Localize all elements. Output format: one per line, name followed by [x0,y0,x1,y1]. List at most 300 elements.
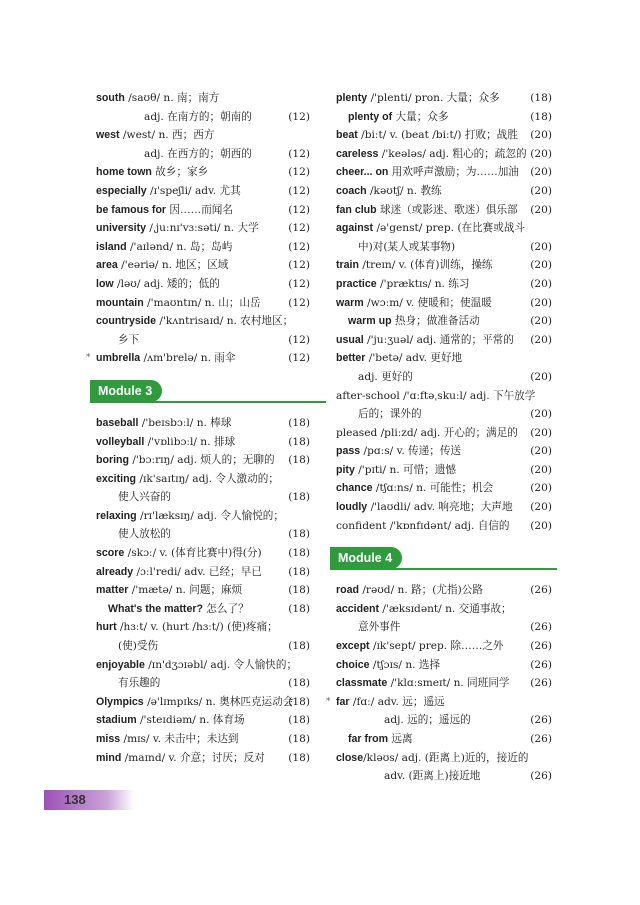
definition: 使人兴奋的 [118,491,171,504]
vocab-entry [336,89,552,108]
headword: close [336,751,364,764]
headword: Olympics [96,695,144,708]
entry-text [96,507,284,526]
definition: 意外事件 [358,621,401,634]
vocab-entry [336,145,552,164]
vocab-entry [96,312,318,331]
entry-text [336,693,445,712]
vocab-entry [96,674,318,693]
vocab-entry [336,126,552,145]
headword: countryside [96,315,157,328]
definition: /'aɪlənd/ n. 岛；岛屿 [126,240,233,253]
right-bottom-list [326,581,552,786]
module-ref: (20) [530,296,552,309]
entry-text [336,674,510,693]
definition: /maɪnd/ v. 介意；讨厌；反对 [121,751,265,764]
vocab-entry [336,331,552,350]
module-ref: (12) [288,222,310,235]
module-ref: (26) [530,584,552,597]
entry-text [336,349,462,368]
headword: warm up [348,315,392,328]
vocab-entry [96,749,318,768]
headword: What's the matter? [108,602,203,615]
vocab-entry [336,517,552,536]
headword: far [336,695,350,708]
definition: 后的；课外的 [358,408,422,421]
entry-text [96,182,241,201]
right-top-list [336,89,552,535]
module-4-rule [330,568,557,570]
vocab-entry [96,544,318,563]
headword: better [336,352,366,365]
module-ref: (12) [288,147,310,160]
vocab-entry [96,219,318,238]
headword: miss [96,733,121,745]
entry-text [96,414,231,433]
module-ref: (20) [530,147,552,160]
vocab-entry [96,600,318,619]
entry-text [96,693,294,712]
vocab-entry [96,488,318,507]
definition: /'maʊntɪn/ n. 山；山岳 [143,296,261,309]
left-bottom-list [96,414,318,767]
entry-text [336,201,518,220]
headword: matter [96,584,129,597]
definition: /tʃɑːns/ n. 可能性；机会 [372,482,494,495]
definition: /'beɪsbɔːl/ n. 棒球 [138,416,232,429]
module-ref: (12) [288,259,310,272]
definition: adj. 更好的 [358,370,413,383]
entry-text [96,749,265,768]
vocab-entry [96,711,318,730]
headword: warm [336,296,364,309]
vocab-entry [96,451,318,470]
entry-text [96,581,242,600]
definition: 中)对(某人或某事物) [358,240,456,253]
vocab-entry [336,349,549,368]
entry-text [336,656,440,675]
vocab-entry [336,275,552,294]
headword: island [96,240,127,253]
headword: usual [336,333,364,346]
vocab-entry [96,294,318,313]
headword: train [336,259,359,272]
vocab-entry [336,182,552,201]
entry-text [336,749,529,768]
entry-text [336,461,456,480]
module-ref: (18) [288,602,310,615]
vocab-entry [96,182,318,201]
headword: mind [96,751,122,764]
optional-word-marker: * [326,696,331,707]
module-ref: (12) [288,184,310,197]
definition: 大量；众多 [392,110,449,123]
page-number: 138 [64,792,86,807]
entry-text [336,442,461,461]
module-ref: (20) [530,259,552,272]
headword: mountain [96,296,144,309]
module-ref: (20) [530,501,552,514]
vocab-entry [336,749,549,768]
entry-text [336,600,512,619]
vocab-entry [336,461,552,480]
module-ref: (18) [288,751,310,764]
definition: /'juːʒuəl/ adj. 通常的；平常的 [363,333,514,346]
definition: 乡下 [118,333,140,346]
module-ref: (12) [288,240,310,253]
headword: score [96,547,125,560]
entry-text [96,618,278,637]
definition: /'vɒlibɔːl/ n. 排球 [144,435,236,448]
entry-text [96,294,261,313]
headword: careless [336,147,379,160]
entry-text [348,108,448,127]
definition: /wɔːm/ v. 使暖和；使温暖 [363,296,492,309]
optional-word-marker: * [86,353,91,364]
module-ref: (20) [530,203,552,216]
definition: /'mætə/ n. 问题；麻烦 [128,584,243,597]
definition: /biːt/ v. (beat /biːt/) 打败；战胜 [357,129,518,142]
definition: /'plenti/ pron. 大量；众多 [367,92,500,104]
definition: /ɪk'saɪtɪŋ/ adj. 令人激动的； [136,472,279,485]
entry-text [336,498,513,517]
entry-text [108,600,249,619]
entry-text [336,517,509,536]
vocab-entry [336,637,552,656]
module-ref: (12) [288,203,310,216]
headword: university [96,222,147,235]
entry-text [348,312,480,331]
entry-text [336,387,536,406]
headword: baseball [96,416,139,429]
module-ref: (18) [288,677,310,690]
definition: 热身；做准备活动 [391,315,480,328]
definition: /'præktɪs/ n. 练习 [376,277,470,290]
vocab-entry [336,479,552,498]
definition: after-school /'ɑːftəˌskuːl/ adj. 下午放学 [336,389,536,402]
headword: stadium [96,714,137,727]
definition: /kəʊtʃ/ n. 教练 [366,184,442,197]
vocab-entry [86,349,318,368]
module-ref: (18) [530,110,552,123]
headword: pass [336,445,361,458]
vocab-entry [96,618,318,637]
entry-text [96,433,235,452]
module-ref: (26) [530,714,552,727]
entry-text [96,163,208,182]
module-ref: (12) [288,277,310,290]
headword: classmate [336,677,388,690]
entry-text [96,89,219,108]
module-ref: (20) [530,277,552,290]
definition: /'betə/ adv. 更好地 [365,352,463,365]
right-column [326,89,552,786]
module-ref: (20) [530,463,552,476]
vocab-entry [96,145,318,164]
vocab-entry [336,201,552,220]
vocab-entry [96,89,318,108]
definition: /'steɪdiəm/ n. 体育场 [136,714,245,727]
entry-text [336,424,518,443]
entry-text [336,126,518,145]
vocab-entry [96,126,318,145]
module-ref: (26) [530,621,552,634]
vocab-entry [96,108,318,127]
definition: /'kʌntrisaɪd/ n. 农村地区； [156,315,294,328]
definition: adj. 远的；遥远的 [384,714,471,727]
vocab-entry [96,563,318,582]
module-ref: (18) [288,435,310,448]
headword: chance [336,482,373,495]
entry-text [118,331,139,350]
vocab-entry [96,581,318,600]
vocab-entry [336,767,552,786]
headword: south [96,92,125,104]
vocab-entry [336,387,549,406]
vocab-entry [336,405,552,424]
module-ref: (12) [288,352,310,365]
definition: /ɔːl'redi/ adv. 已经；早已 [133,565,262,578]
module-3-rule [90,401,326,403]
definition: /'pɪti/ n. 可惜；遗憾 [354,463,456,476]
module-ref: (26) [530,770,552,783]
module-ref: (26) [530,658,552,671]
entry-text [96,349,236,368]
vocab-entry [336,312,552,331]
entry-text [96,256,228,275]
entry-text [96,656,298,675]
entry-text [118,674,160,693]
definition: adv. (距离上)接近地 [384,770,481,783]
vocab-entry [336,163,552,182]
vocab-entry [96,637,318,656]
entry-text [358,405,422,424]
definition: /west/ n. 西；西方 [119,129,215,142]
entry-text [336,256,493,275]
entry-text [336,89,500,108]
vocab-entry [96,525,318,544]
module-ref: (18) [288,584,310,597]
module-ref: (20) [530,370,552,383]
definition: /ɪk'sept/ prep. 除……之外 [369,640,504,653]
vocab-entry [96,656,318,675]
vocab-entry [96,414,318,433]
definition: /pɑːs/ v. 传递；传送 [360,445,462,458]
entry-text [336,275,469,294]
headword: especially [96,184,147,197]
entry-text [118,525,171,544]
left-column [86,89,318,767]
definition: confident /'kɒnfɪdənt/ adj. 自信的 [336,519,510,532]
vocab-entry [96,275,318,294]
vocab-entry [326,693,549,712]
entry-text [118,637,158,656]
module-4-badge: Module 4 [330,547,402,569]
definition: 有乐趣的 [118,677,161,690]
headword: coach [336,184,367,197]
module-ref: (12) [288,110,310,123]
module-ref: (12) [288,296,310,309]
module-ref: (12) [288,166,310,179]
entry-text [96,238,232,257]
module-ref: (20) [530,408,552,421]
entry-text [96,312,294,331]
headword: hurt [96,621,117,634]
module-ref: (20) [530,482,552,495]
vocab-entry [96,238,318,257]
entry-text [96,544,262,563]
module-ref: (18) [288,733,310,745]
entry-text [96,730,239,749]
entry-text [96,451,275,470]
module-ref: (18) [288,416,310,429]
page-number-bar [44,790,134,810]
headword: plenty [336,92,368,104]
vocab-entry [336,424,552,443]
vocab-entry [336,618,552,637]
vocab-entry [336,368,552,387]
definition: 怎么了？ [202,602,249,615]
entry-text [96,470,279,489]
definition: /ə'genst/ prep. (在比赛或战斗 [373,222,526,235]
entry-text [358,238,455,257]
headword: enjoyable [96,658,145,671]
module-ref: (18) [288,491,310,504]
definition: /skɔː/ v. (体育比赛中)得(分) [124,547,262,560]
definition: 用欢呼声激励；为……加油 [388,166,519,179]
entry-text [336,581,483,600]
definition: /hɜːt/ v. (hurt /hɜːt/) (使)疼痛； [116,621,278,634]
definition: (使)受伤 [118,640,159,653]
definition: /'keələs/ adj. 粗心的；疏忽的 [378,147,527,160]
entry-text [384,767,480,786]
headword: area [96,259,118,272]
module-ref: (26) [530,640,552,653]
module-ref: (20) [530,315,552,328]
definition: /ləʊ/ adj. 矮的；低的 [113,277,220,290]
module-ref: (18) [288,528,310,541]
definition: /'æksɪdənt/ n. 交通事故； [378,602,512,615]
headword: practice [336,277,377,290]
definition: /'eəriə/ n. 地区；区域 [117,259,229,272]
definition: /mɪs/ v. 未击中；未达到 [120,733,239,745]
entry-text [96,275,220,294]
entry-text [336,637,504,656]
vocab-entry [96,693,318,712]
entry-text [96,219,259,238]
module-ref: (20) [530,184,552,197]
vocab-entry [96,331,318,350]
definition: /treɪn/ v. (体育)训练，操练 [358,259,493,272]
vocab-entry [336,256,552,275]
entry-text [336,219,526,238]
headword: west [96,129,120,142]
module-ref: (20) [530,519,552,532]
definition: /ɪ'speʃli/ adv. 尤其 [146,184,241,197]
module-ref: (12) [288,333,310,346]
module-ref: (18) [288,640,310,653]
entry-text [144,145,252,164]
module-ref: (18) [530,92,552,104]
entry-text [336,163,519,182]
module-ref: (18) [288,547,310,560]
vocab-entry [336,581,552,600]
definition: /kləʊs/ adj. (距离上)近的，接近的 [363,751,529,764]
vocab-entry [96,163,318,182]
definition: 因……而闻名 [166,203,233,216]
definition: /rəʊd/ n. 路；(尤指)公路 [358,584,483,597]
vocab-entry [96,730,318,749]
module-ref: (18) [288,565,310,578]
module-3-badge: Module 3 [90,380,162,402]
entry-text [96,563,262,582]
definition: /rɪ'læksɪŋ/ adj. 令人愉悦的； [136,509,284,522]
headword: relaxing [96,509,137,522]
definition: /'bɔːrɪŋ/ adj. 烦人的；无聊的 [128,454,275,467]
definition: /'laʊdli/ adv. 响亮地；大声地 [367,501,513,514]
definition: 故乡；家乡 [151,166,209,179]
headword: accident [336,602,379,615]
entry-text [336,294,492,313]
vocab-entry [96,201,318,220]
module-ref: (18) [288,454,310,467]
entry-text [336,479,493,498]
module-ref: (18) [288,695,310,708]
headword: boring [96,454,129,467]
entry-text [358,618,400,637]
module-ref: (20) [530,166,552,179]
module-ref: (26) [530,677,552,690]
definition: /tʃɔɪs/ n. 选择 [369,658,441,671]
headword: be famous for [96,203,167,216]
vocab-entry [96,507,318,526]
vocab-entry [336,238,552,257]
definition: /ˌjuːnɪ'vɜːsəti/ n. 大学 [146,222,259,235]
module-ref: (20) [530,129,552,142]
headword: umbrella [96,352,141,365]
headword: low [96,277,114,290]
vocab-entry [336,294,552,313]
definition: adj. 在西方的；朝西的 [144,147,252,160]
definition: /'klɑːsmeɪt/ n. 同班同学 [387,677,510,690]
entry-text [144,108,252,127]
vocab-entry [96,256,318,275]
module-ref: (20) [530,426,552,439]
module-ref: (20) [530,333,552,346]
definition: /fɑː/ adv. 远；遥远 [349,695,445,708]
entry-text [118,488,171,507]
module-3-header [90,380,318,406]
headword: cheer... on [336,166,389,179]
definition: /ɪn'dʒɔɪəbl/ adj. 令人愉快的； [144,658,298,671]
left-top-list [86,89,318,368]
vocab-entry [336,108,552,127]
headword: choice [336,658,370,671]
entry-text [348,730,413,749]
headword: except [336,640,370,653]
headword: already [96,565,134,578]
headword: beat [336,129,358,142]
headword: against [336,222,374,235]
entry-text [336,182,442,201]
vocab-entry [336,219,549,238]
headword: fan club [336,203,377,216]
vocab-entry [336,656,552,675]
module-4-header [330,547,549,573]
definition: /ʌm'brelə/ n. 雨伞 [140,352,236,365]
headword: far from [348,733,389,745]
headword: exciting [96,472,137,485]
